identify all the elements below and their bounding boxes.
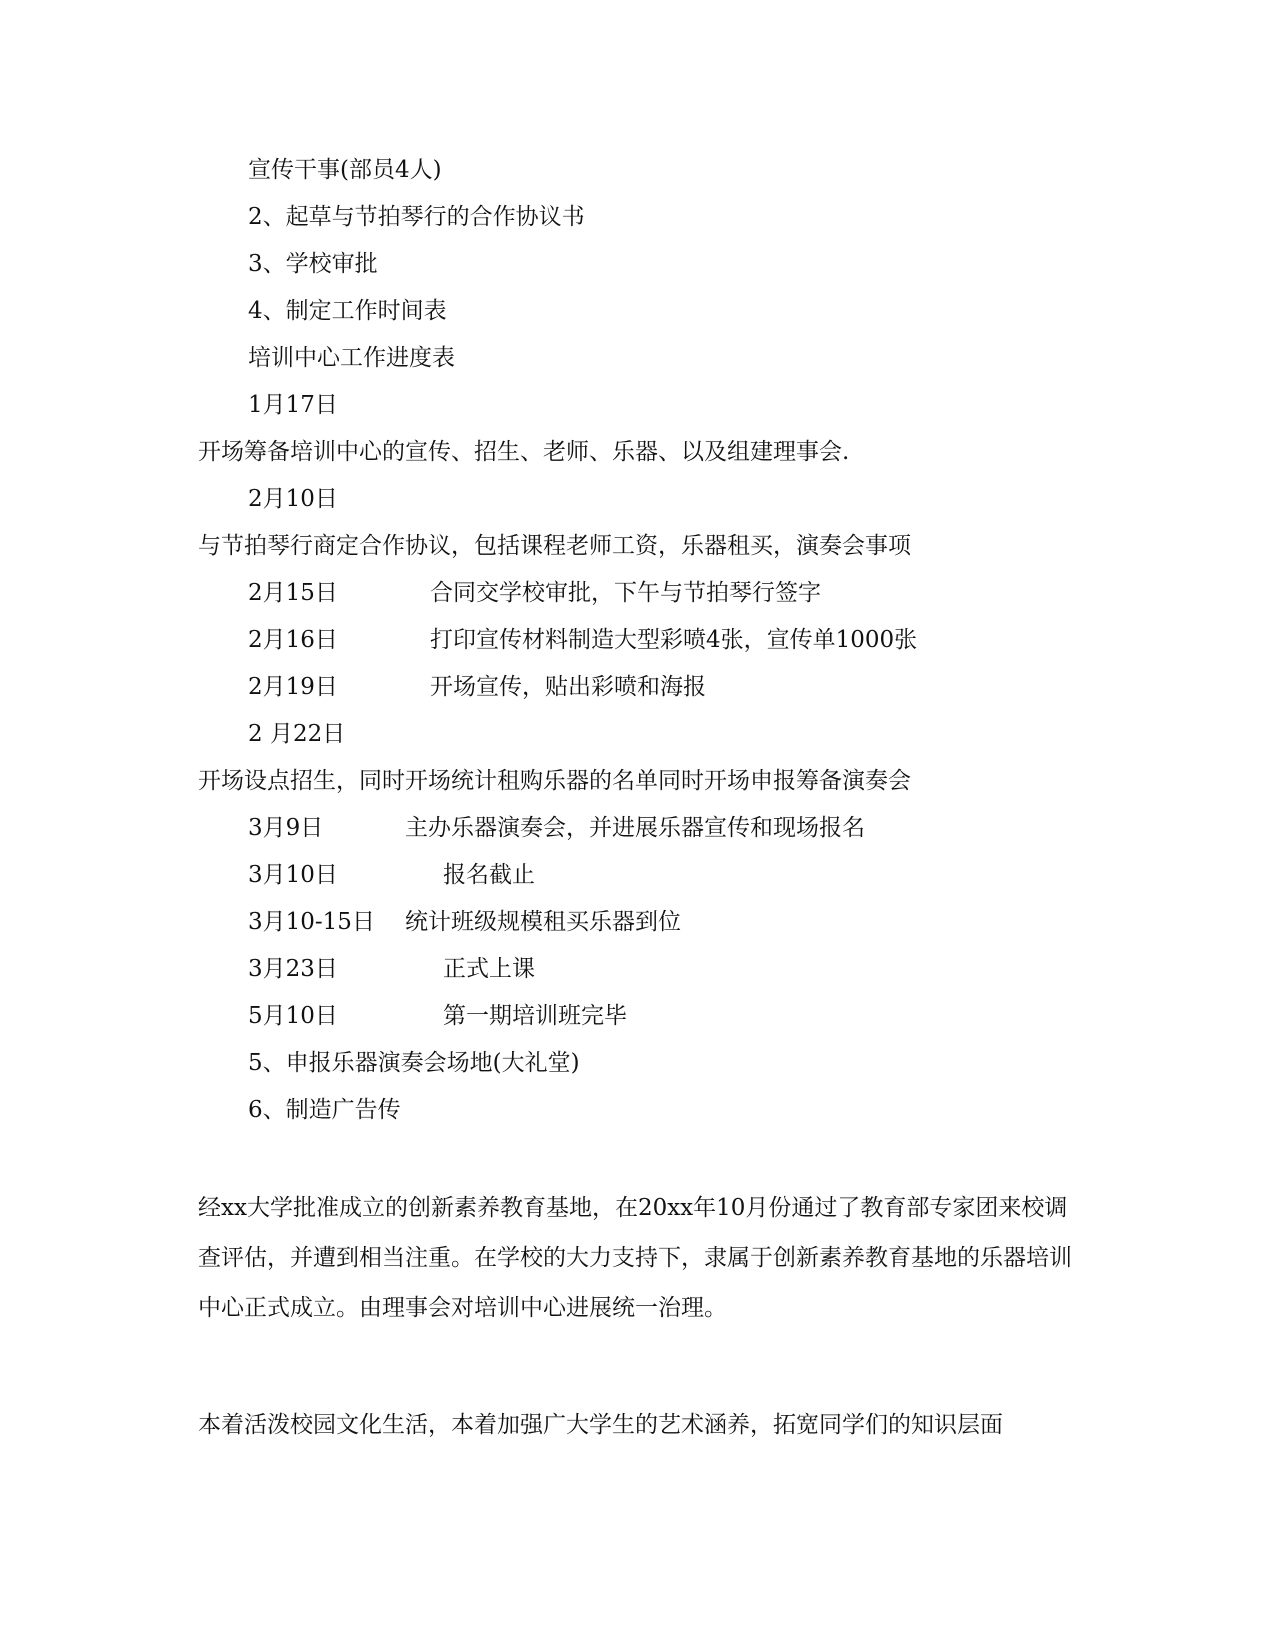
schedule-date: 3月10日 — [248, 862, 338, 888]
schedule-date: 3月9日 — [248, 815, 324, 841]
schedule-task: 开场宣传，贴出彩喷和海报 — [430, 674, 706, 700]
schedule-task: 主办乐器演奏会，并进展乐器宣传和现场报名 — [405, 815, 865, 841]
section-title: 培训中心工作进度表 — [248, 345, 455, 371]
schedule-task: 统计班级规模租买乐器到位 — [405, 909, 681, 935]
schedule-task: 正式上课 — [443, 956, 535, 982]
schedule-date: 2月16日 — [248, 627, 338, 653]
text-line: 开场筹备培训中心的宣传、招生、老师、乐器、以及组建理事会. — [198, 439, 850, 465]
schedule-date: 3月23日 — [248, 956, 338, 982]
schedule-date: 2月19日 — [248, 674, 338, 700]
schedule-date: 5月10日 — [248, 1003, 338, 1029]
text-line: 2、起草与节拍琴行的合作协议书 — [248, 204, 585, 230]
text-line: 3、学校审批 — [248, 251, 378, 277]
text-line: 5、申报乐器演奏会场地(大礼堂) — [248, 1050, 580, 1076]
schedule-task: 报名截止 — [443, 862, 535, 888]
schedule-task: 合同交学校审批，下午与节拍琴行签字 — [430, 580, 821, 606]
schedule-task: 开场设点招生，同时开场统计租购乐器的名单同时开场申报筹备演奏会 — [198, 768, 911, 794]
text-line: 宣传干事(部员4人) — [248, 157, 442, 183]
text-line: 6、制造广告传 — [248, 1097, 401, 1123]
schedule-date: 2月15日 — [248, 580, 338, 606]
schedule-date: 2 月22日 — [248, 721, 346, 747]
body-paragraph: 经xx大学批准成立的创新素养教育基地，在20xx年10月份通过了教育部专家团来校调查评估，并遭到相当注重。在学校的大力支持下，隶属于创新素养教育基地的乐器培训中心正式成立。由理事会对培训中心进展统一治理。 — [198, 1195, 1072, 1321]
schedule-date: 3月10-15日 — [248, 909, 375, 935]
date-label: 2月10日 — [248, 486, 338, 512]
schedule-task: 第一期培训班完毕 — [443, 1003, 627, 1029]
date-label: 1月17日 — [248, 392, 338, 418]
schedule-task: 打印宣传材料制造大型彩喷4张，宣传单1000张 — [430, 627, 918, 653]
body-paragraph: 本着活泼校园文化生活，本着加强广大学生的艺术涵养，拓宽同学们的知识层面 — [198, 1412, 1003, 1438]
text-line: 与节拍琴行商定合作协议，包括课程老师工资，乐器租买，演奏会事项 — [198, 533, 911, 559]
text-line: 4、制定工作时间表 — [248, 298, 447, 324]
